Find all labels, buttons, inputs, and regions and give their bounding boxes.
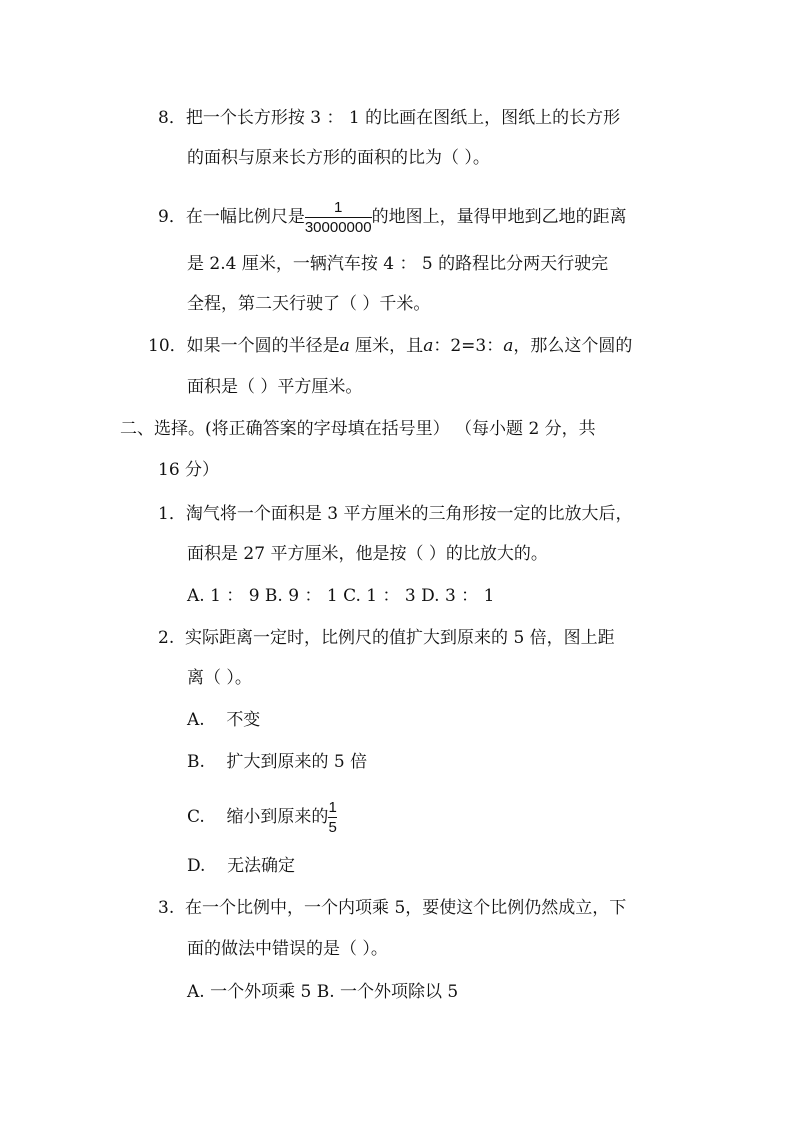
var-a: a: [339, 336, 350, 356]
q9-text-pre: 在一幅比例尺是: [185, 207, 305, 227]
q9-line1: [158, 200, 627, 235]
c3-number: 3.: [158, 898, 175, 918]
c2-option-c: [187, 800, 337, 835]
c1-number: 1．: [158, 504, 186, 524]
var-a: a: [423, 336, 434, 356]
q10-line2: 面积是（ ）平方厘米。: [187, 377, 363, 397]
option-text: 扩大到原来的 5 倍: [226, 752, 368, 772]
c2-option-d: [187, 855, 295, 877]
q10-line1: [148, 335, 632, 357]
one-fifth-fraction: [328, 800, 336, 835]
c2-number: 2.: [158, 628, 175, 648]
option-label: D.: [187, 856, 206, 876]
section2-heading: 二、选择。(将正确答案的字母填在括号里） （每小题 2 分，共: [120, 419, 596, 439]
option-label: A.: [187, 710, 205, 730]
scale-numerator: 1: [334, 199, 343, 216]
scale-denominator: 30000000: [304, 219, 372, 236]
q9-line3: 全程，第二天行驶了（ ）千米。: [187, 294, 431, 314]
q8-line1: [158, 107, 620, 129]
section2-heading-cont: 16 分）: [158, 460, 220, 480]
option-text: 不变: [226, 710, 261, 730]
q10-number: 10．: [148, 336, 187, 356]
q10-text-4: ，那么这个圆的: [513, 336, 633, 356]
c1-options: A. 1 ： 9 B. 9 ： 1 C. 1 ： 3 D. 3 ： 1: [187, 586, 495, 606]
var-a: a: [503, 336, 514, 356]
option-text: 无法确定: [227, 856, 296, 876]
c1-line1: [158, 503, 632, 525]
q8-text-1: 把一个长方形按 3 ： 1 的比画在图纸上，图纸上的长方形: [185, 108, 621, 128]
q8-number: 8．: [158, 108, 186, 128]
fraction-numerator: 1: [328, 799, 337, 816]
c2-option-a: [187, 709, 260, 731]
c3-text-1: 在一个比例中，一个内项乘 5，要使这个比例仍然成立，下: [185, 898, 627, 918]
q10-text-1: 如果一个圆的半径是: [186, 336, 340, 356]
c2-text-1: 实际距离一定时，比例尺的值扩大到原来的 5 倍，图上距: [185, 628, 615, 648]
c1-text-1: 淘气将一个面积是 3 平方厘米的三角形按一定的比放大后，: [185, 504, 633, 524]
c2-line1: [158, 627, 615, 649]
scale-fraction: [305, 200, 372, 235]
q10-text-2: 厘米，且: [349, 336, 424, 356]
q8-line2: 的面积与原来长方形的面积的比为（ ）。: [187, 148, 490, 168]
c3-line2: 面的做法中错误的是（ ）。: [187, 939, 388, 959]
option-text: 缩小到原来的: [226, 807, 329, 827]
q9-number: 9．: [158, 207, 186, 227]
c3-line1: [158, 897, 626, 919]
q9-line2: 是 2.4 厘米，一辆汽车按 4 ： 5 的路程比分两天行驶完: [187, 254, 609, 274]
option-label: C.: [187, 807, 205, 827]
c2-line2: 离（ ）。: [187, 668, 252, 688]
q9-text-post: 的地图上，量得甲地到乙地的距离: [371, 207, 627, 227]
option-label: B.: [187, 752, 205, 772]
q10-text-3: ：2=3：: [433, 336, 504, 356]
fraction-denominator: 5: [328, 819, 337, 836]
c2-option-b: [187, 751, 367, 773]
c3-options: A. 一个外项乘 5 B. 一个外项除以 5: [187, 982, 459, 1002]
c1-line2: 面积是 27 平方厘米，他是按（ ）的比放大的。: [187, 544, 548, 564]
